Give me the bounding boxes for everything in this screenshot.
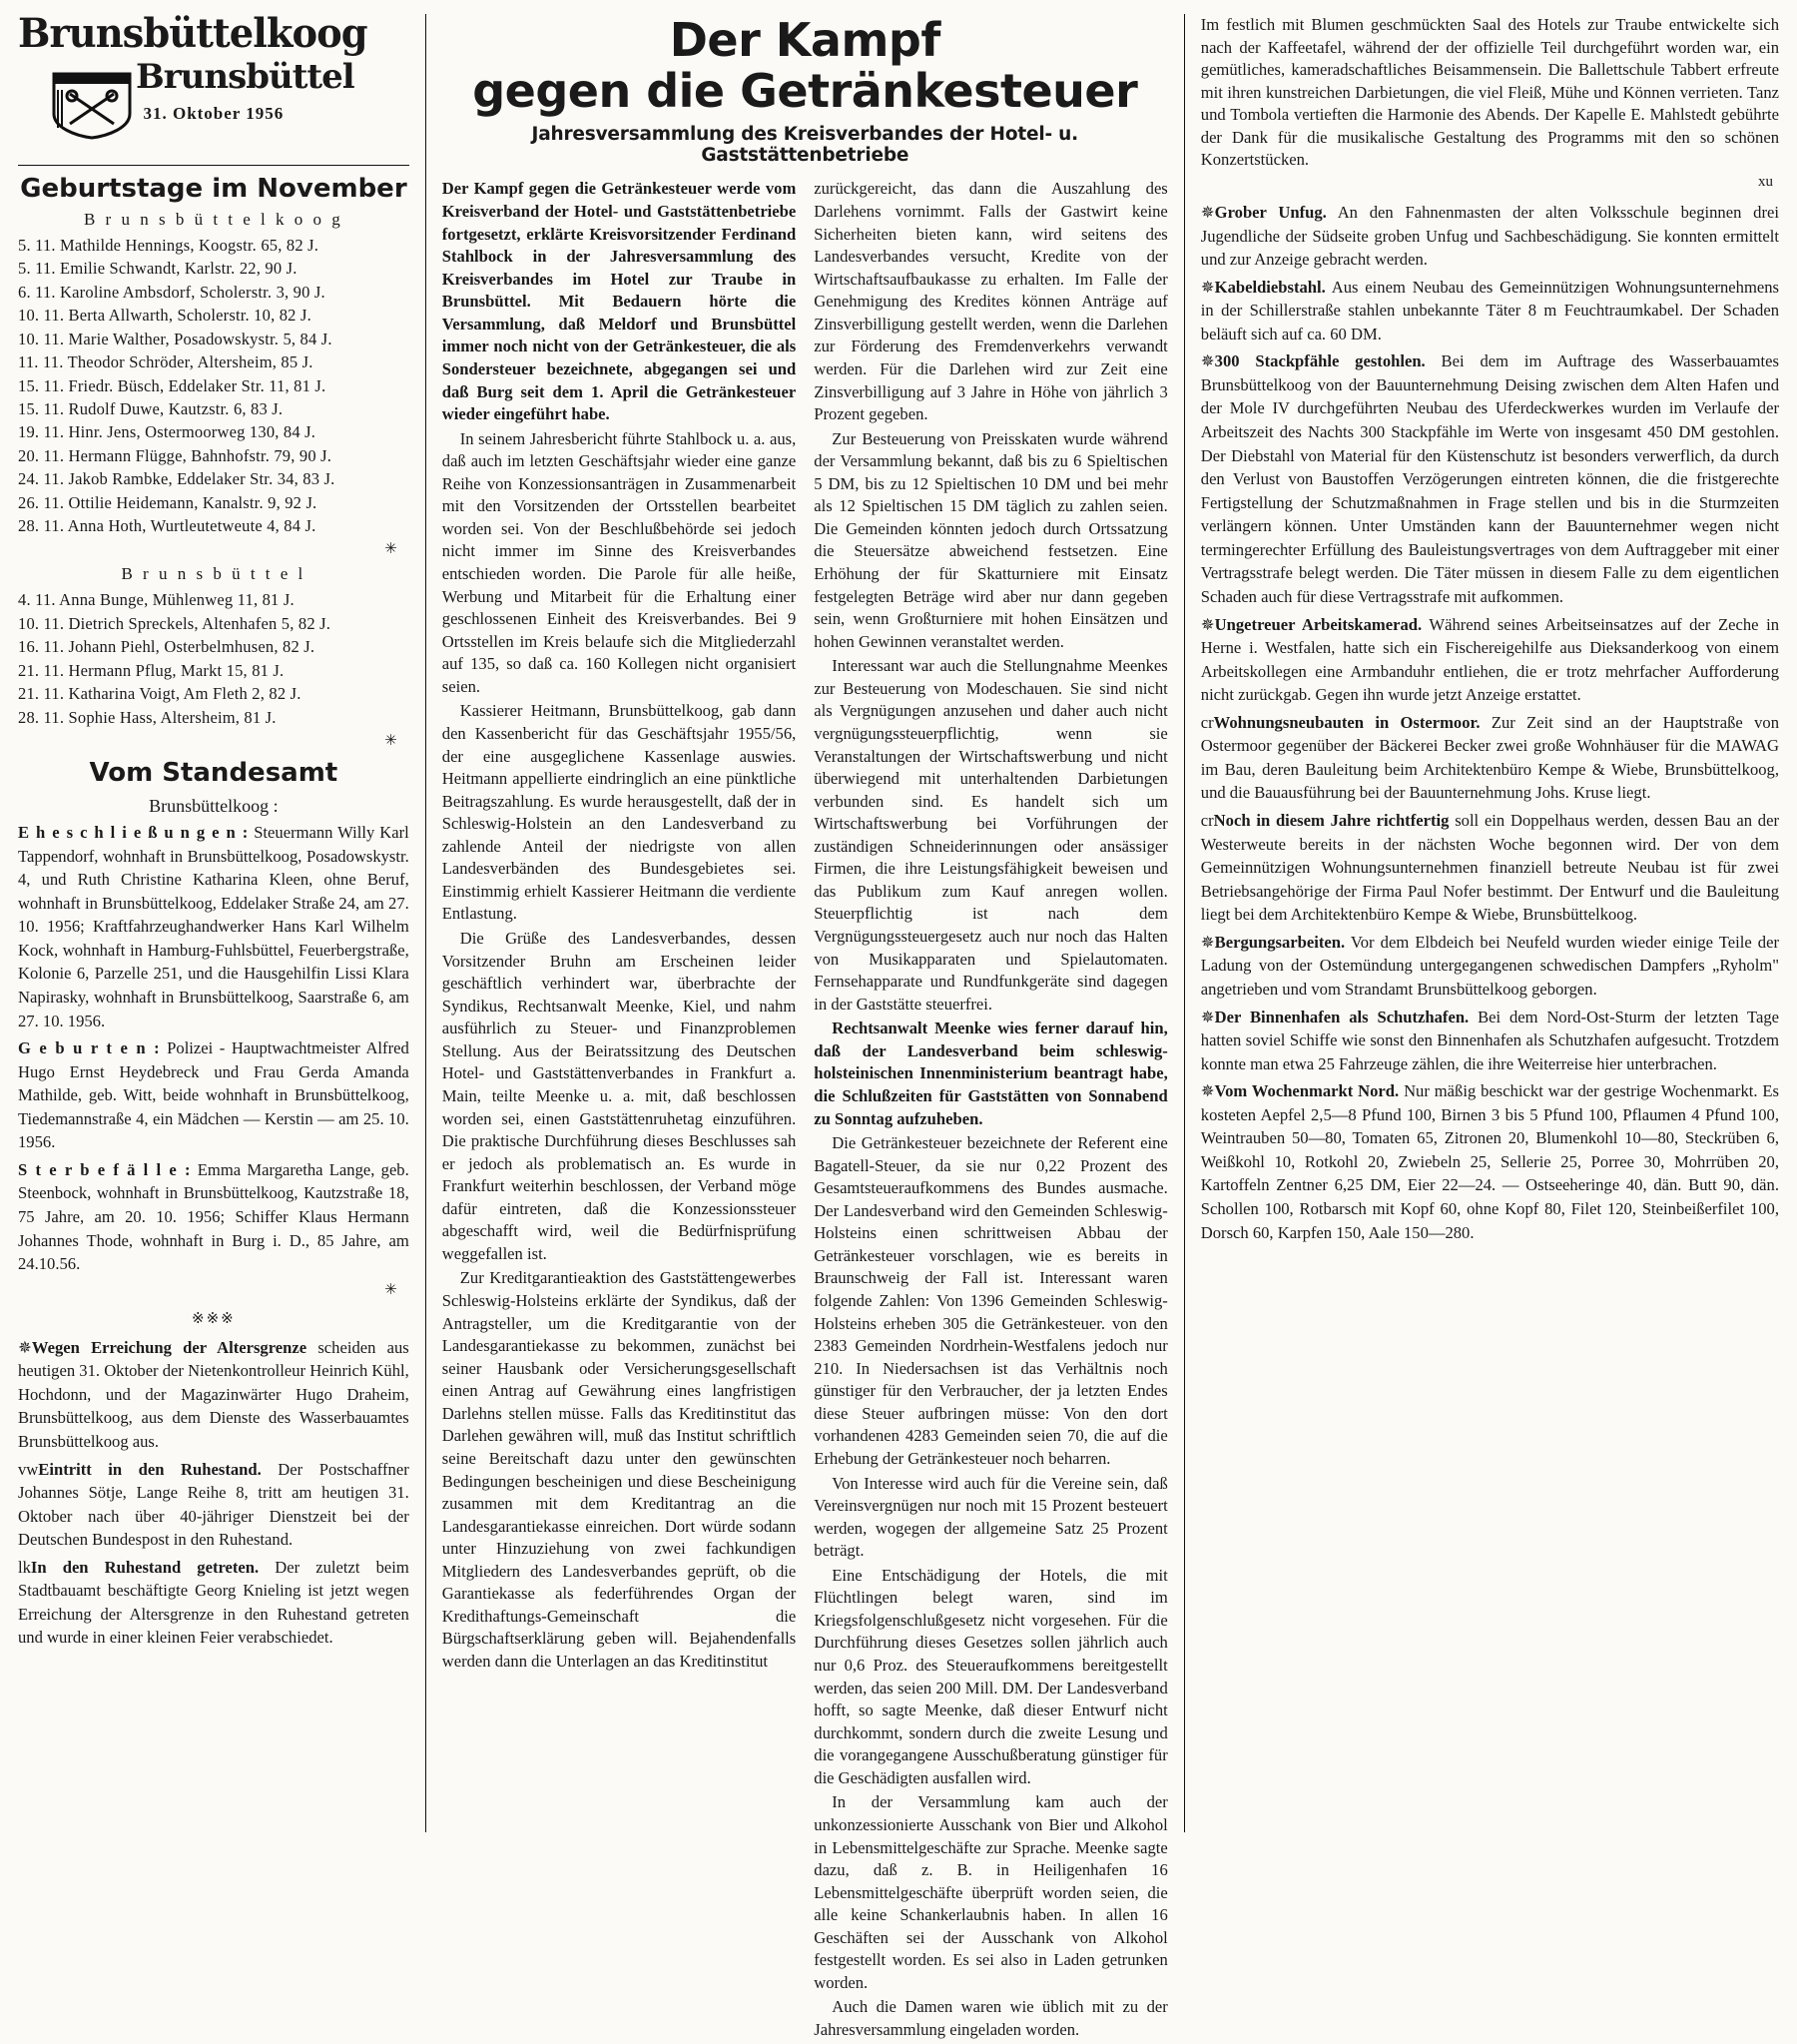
birthday-list-bruensbuettel [18, 588, 409, 729]
registry-heading: Vom Standesamt [89, 758, 338, 789]
brief-ruhestand-stadtbauamt [18, 1556, 409, 1650]
brief-bergungsarbeiten [1201, 931, 1779, 1002]
article-paragraph: In der Versammlung kam auch der unkonzessionierte Ausschank von Bier und Alkohol in Lebensmittelgeschäfte zur Sprache. Meenke sagte dazu, daß z. B. in Heiligenhafen 16 Lebensmittelgeschäfte überprüft worden seien, die alle keine Schankerlaubnis haben. In allen 16 Geschäften sei der Ausschank von Alkohol festgestellt worden. Es sei also in Laden getrunken worden. [814, 1792, 1168, 1992]
list-item: 4. 11. Anna Bunge, Mühlenweg 11, 81 J. [18, 590, 295, 610]
brief-head: Bergungsarbeiten. [1214, 932, 1346, 952]
article-byline: xu [1758, 173, 1773, 190]
list-item: 5. 11. Mathilde Hennings, Koogstr. 65, 82 J. [18, 236, 319, 255]
registry-deaths [18, 1158, 409, 1276]
birthdays-sub-brunsbuettel: B r u n s b ü t t e l [121, 564, 306, 584]
list-item: 26. 11. Ottilie Heidemann, Kanalstr. 9, 92 J. [18, 492, 317, 512]
brief-text: soll ein Doppelhaus werden, dessen Bau an der Westerweute bereits in der nächsten Woche begonnen wird. Der von dem Gemeinnützigen Wohnungsunternehmen finanziell betreute Neubau ist für zwei Betriebsangehörige der Firma Paul Nofer bestimmt. Der Entwurf und die Bauleitung liegt bei dem Architektenbüro Kempe & Wiebe, Brunsbüttelkoog. [1200, 811, 1779, 925]
article-paragraph: Eine Entschädigung der Hotels, die mit Flüchtlingen belegt waren, sind im Kriegsfolgenschlußgesetz nicht vorgesehen. Für die Durchführung dieses Gesetzes sollen jährlich auch nur 0,6 Proz. des Steueraufkommens bereitgestellt werden, das seien 200 Mill. DM. Der Landesverband hofft, so sagte Meenke, daß dieser Entwurf nicht durchkommt, sondern durch die zweite Lesung und die vorangegangene Ausschußberatung günstiger für die Geschädigten ausfallen wird. [814, 1565, 1168, 1787]
bullet-icon: ✵ [1200, 202, 1215, 222]
birthday-list-koog [18, 234, 409, 537]
list-item: 10. 11. Berta Allwarth, Scholerstr. 10, 82 J. [18, 306, 311, 326]
brief-text: Aus einem Neubau des Gemeinnützigen Wohnungsunternehmens in der Schillerstraße stahlen unbekannte Täter 8 m Feuchtraumkabel. Der Schaden beläuft sich auf ca. 60 DM. [1200, 277, 1779, 343]
article-paragraph: zurückgereicht, das dann die Auszahlung des Darlehens vornimmt. Falls der Gastwirt keine Sicherheiten bieten kann, wird seitens des Landesverbandes versucht, Kredite von der Wirtschaftsaufbaukasse zu erhalten. Im Falle der Genehmigung des Kredites können Anträge auf Zinsverbilligung gestellt werden, wenn die Darlehen zur Förderung des Fremdenverkehrs verwandt werden. Für die Darlehen wird zur Zeit eine Zinsverbilligung auf 3 Jahre in Höhe von jährlich 3 Prozent gegeben. [814, 179, 1168, 424]
list-item: 16. 11. Johann Piehl, Osterbelmhusen, 82 J. [18, 637, 315, 657]
brief-text: Vor dem Elbdeich bei Neufeld wurden wieder einige Teile der Ladung von der Ostemündung untergegangenen schwedischen Dampfers „Ryholm" angetrieben und vom Strandamt Brunsbüttelkoog geborgen. [1200, 932, 1779, 999]
article-paragraph: Auch die Damen waren wie üblich mit zu der Jahresversammlung eingeladen worden. [814, 1997, 1168, 2039]
registry-place: Brunsbüttelkoog : [149, 796, 279, 817]
article-column-b [814, 178, 1168, 2043]
brief-text: Nur mäßig beschickt war der gestrige Wochenmarkt. Es kosteten Aepfel 2,5—8 Pfund 100, Birnen 3 bis 5 Pfund 100, Pflaumen 4 Pfund 100, Weintrauben 50—80, Tomaten 65, Zitronen 20, Blumenkohl 10—80, Steckrüben 6, Weißkohl 10, Rotkohl 20, Zwiebeln 25, Sellerie 25, Porree 30, Mohrrüben 20, Kartoffeln Zentner 6,25 DM, Eier 22—24. — Ostseeheringe 40, dän. Butt 90, dän. Schollen 100, Rotbarsch mit Kopf 60, ohne Kopf 80, Filet 120, Steinbeißerfilet 100, Dorsch 60, Karpfen 150, Aale 150—280. [1200, 1081, 1779, 1242]
list-item: 21. 11. Hermann Pflug, Markt 15, 81 J. [18, 660, 285, 680]
registry-marriages [18, 821, 409, 1032]
article-lead-text: Der Kampf gegen die Getränkesteuer werde vom Kreisverband der Hotel- und Gaststättenbetriebe fortgesetzt, erklärte Kreisvorsitzender Ferdinand Stahlbock in der Jahresversammlung des Kreisverbandes im Hotel zur Traube in Brunsbüttel. Mit Bedauern hörte die Versammlung, daß Meldorf und Brunsbüttel immer noch nicht von der Getränkesteuer, die als Sondersteuer bezeichnete, abgegangen sei und daß Burg seit dem 1. April die Getränkesteuer wieder eingeführt habe. [441, 179, 797, 424]
town-crest-icon [50, 70, 134, 140]
list-item: 19. 11. Hinr. Jens, Ostermoorweg 130, 84 J. [18, 422, 316, 442]
list-item: 11. 11. Theodor Schröder, Altersheim, 85 J. [18, 352, 313, 372]
birthdays-heading: Geburtstage im November [20, 174, 407, 204]
brief-ruhestand-post [18, 1458, 409, 1552]
list-item: 10. 11. Marie Walther, Posadowskystr. 5, 84 J. [18, 329, 332, 348]
brief-text: Zur Zeit sind an der Hauptstraße von Ostermoor gegenüber der Bäckerei Becker zwei große Wohnhäuser für die MAWAG im Bau, deren Bauleitung beim Architektenbüro Kempe & Wiebe, Brunsbüttelkoog, und die Bauausführung bei der Bauunternehmung Johs. Kruse liegt. [1200, 712, 1779, 803]
brief-grober-unfug [1201, 201, 1779, 272]
ornament-star: ✳ [384, 733, 397, 750]
list-item: 5. 11. Emilie Schwandt, Karlstr. 22, 90 J. [18, 259, 298, 279]
masthead [18, 10, 409, 162]
article-headline-line1: Der Kampf [669, 13, 940, 67]
list-item: 6. 11. Karoline Ambsdorf, Scholerstr. 3, 90 J. [18, 282, 325, 302]
divider [18, 165, 409, 166]
list-item: 21. 11. Katharina Voigt, Am Fleth 2, 82 J. [18, 684, 301, 704]
brief-text: Bei dem im Auftrage des Wasserbauamtes Brunsbüttelkoog von der Bauunternehmung Deising zwischen dem Alten Hafen und der Mole IV durchgeführten Neubau des Uferdeckwerkes wurden im Verlaufe der Arbeitszeit des Nachts 300 Stackpfähle im Werte von insgesamt 450 DM gestohlen. Der Diebstahl von Material für den Küstenschutz ist besonders verwerflich, da durch den Verlust von Baustoffen Verzögerungen eintreten können, die die fristgerechte Fertigstellung der Schutzmaßnahmen in Frage stellen und bis in die Sturmzeiten verlängern können. Unter Umständen kann der Bauunternehmer wegen nicht termingerechter Erfüllung des Bauleistungsvertrages von dem Auftraggeber mit einer Vertragsstrafe belegt werden. Die Täter müssen in diesem Falle zu dem eigentlichen Schaden auch für diese Vertragsstrafe mit aufkommen. [1200, 351, 1779, 606]
ornament-star: ✳ [384, 541, 397, 558]
brief-head: Wohnungsneubauten in Ostermoor. [1213, 712, 1481, 732]
article-headline-line2: gegen die Getränkesteuer [472, 64, 1138, 119]
registry-marriages-text: Steuermann Willy Karl Tappendorf, wohnhaft in Brunsbüttelkoog, Posadowskystr. 4, und Ruth Christine Katharina Kleen, ohne Beruf, wohnhaft in Brunsbüttelkoog, Eddelaker Straße 24, am 27. 10. 1956; Kraftfahrzeughandwerker Hans Karl Wilhelm Kock, wohnhaft in Hamburg-Fuhlsbüttel, Feuerbergstraße, Kolonie 6, Parzelle 251, und die Hausgehilfin Lissi Klara Napirasky, wohnhaft in Brunsbüttelkoog, Saarstraße 6, am 27. 10. 1956. [18, 823, 409, 1030]
list-item: 15. 11. Friedr. Büsch, Eddelaker Str. 11, 81 J. [18, 375, 326, 395]
brief-text: Bei dem Nord-Ost-Sturm der letzten Tage hatten soviel Schiffe wie sonst den Binnenhafen als Schutzhafen aufgesucht. Trotzdem konnte man etwa 25 Fahrzeuge zählen, die ihre Weiterreise hier unterbrachen. [1200, 1007, 1779, 1073]
brief-richtfertig [1201, 809, 1779, 927]
column-left [18, 10, 426, 1832]
bullet-icon: ✵ [1200, 351, 1215, 371]
list-item: 28. 11. Anna Hoth, Wurtleutetweute 4, 84 J. [18, 516, 316, 536]
brief-head: Ungetreuer Arbeitskamerad. [1214, 614, 1423, 634]
brief-head: Noch in diesem Jahre richtfertig [1213, 811, 1450, 830]
bullet-icon: ✵ [1200, 932, 1215, 952]
article-lead [442, 178, 797, 425]
brief-binnenhafen [1201, 1006, 1779, 1076]
brief-head: In den Ruhestand getreten. [30, 1557, 260, 1577]
masthead-date: 31. Oktober 1956 [143, 104, 285, 123]
article-highlight [814, 1018, 1168, 1130]
ornament-divider: ※※※ [192, 1310, 236, 1327]
bullet-icon: ✵ [1200, 614, 1215, 634]
bullet-icon: ✵ [1200, 1007, 1215, 1026]
brief-kabeldiebstahl [1201, 276, 1779, 346]
masthead-title-line2: Brunsbüttel [136, 57, 354, 97]
list-item: 28. 11. Sophie Hass, Altersheim, 81 J. [18, 707, 277, 727]
article-paragraph: Zur Besteuerung von Preisskaten wurde während der Versammlung bekannt, daß bis zu 6 Spieltischen 5 DM, bis zu 12 Spieltischen 10 DM und bei mehr als 12 Spieltischen 15 DM täglich zu zahlen seien. Die Gemeinden könnten jedoch durch Ortssatzung die Steuersätze abweichend festsetzen. Eine Erhöhung der für Skatturniere mit Einsatz festgelegten Beträge wird aber nur dann gegeben sein, wenn Großturniere mit hohen Einsätzen und hohen Gewinnen veranstaltet werden. [814, 428, 1168, 651]
article-highlight-text: Rechtsanwalt Meenke wies ferner darauf hin, daß der Landesverband beim schleswig-holsteinischen Innenministerium beantragt habe, die Schlußzeiten für Gaststätten von Sonnabend zu Sonntag aufzuheben. [814, 1019, 1168, 1128]
bullet-icon: ✵ [18, 1337, 32, 1357]
list-item: 15. 11. Rudolf Duwe, Kautzstr. 6, 83 J. [18, 398, 284, 418]
article-paragraph: Zur Kreditgarantieaktion des Gaststättengewerbes Schleswig-Holsteins erklärte der Syndikus, daß der Antragsteller, um die Kreditgarantie von der Landesgarantiekasse zu bekommen, zunächst bei seiner Hausbank oder Versicherungsgesellschaft einen Antrag auf Gewährung eines langfristigen Darlehns stellen müsse. Falls das Kreditinstitut das Darlehen gewähren will, muß das Institut schriftlich seine Bereitschaft dazu unter den gewünschten Bedingungen bescheinigen und diese Bescheinigung zusammen mit dem Kreditantrag an die Landesgarantiekasse einreichen. Dort würde sodann unter Hinzuziehung von zwei fachkundigen Mitgliedern des Landesverbandes geprüft, ob die Garantiekasse als federführendes Organ der Kredithaftungs-Gemeinschaft die Bürgschaftserklärung geben will. Bejahendenfalls werden dann die Unterlagen an das Kreditinstitut [441, 1268, 797, 1671]
brief-head: Der Binnenhafen als Schutzhafen. [1214, 1007, 1470, 1026]
article-paragraph: Die Grüße des Landesverbandes, dessen Vorsitzender Bruhn am Erscheinen leider geschäftlich verhindert war, überbrachte der Syndikus, Rechtsanwalt Meenke, Kiel, und nahm ausführlich zu Steuer- und Finanzproblemen Stellung. Aus der Beiratssitzung des Deutschen Hotel- und Gaststättenverbandes in Frankfurt a. Main, teilte Meenke u. a. mit, daß beschlossen worden sei, einen Gaststättenruhetag einzuführen. Die praktische Durchführung dieses Beschlusses sah er jedoch als problematisch an. Es wurde in Frankfurt weiterhin beschlossen, der Verband möge dafür eintreten, daß die Konzessionssteuer abgeschafft wird, weil die Bedürfnisprüfung weggefallen ist. [441, 929, 797, 1263]
ornament-star: ✳ [384, 1281, 397, 1298]
brief-head: Grober Unfug. [1214, 202, 1327, 222]
column-right [1185, 14, 1779, 1832]
registry-births [18, 1036, 409, 1154]
brief-arbeitskamerad [1201, 613, 1779, 707]
brief-head: Wegen Erreichung der Altersgrenze [31, 1337, 307, 1357]
brief-text: scheiden aus heutigen 31. Oktober der Nietenkontrolleur Heinrich Kühl, Hochdonn, und der Magazinwärter Hugo Draheim, Brunsbüttelkoog, aus dem Dienste des Wasserbauamtes Brunsbüttelkoog aus. [18, 1337, 409, 1451]
list-item: 10. 11. Dietrich Spreckels, Altenhafen 5, 82 J. [18, 613, 331, 633]
registry-marriages-label: E h e s c h l i e ß u n g e n : [18, 823, 250, 843]
brief-wochenmarkt [1201, 1079, 1779, 1244]
brief-head: Kabeldiebstahl. [1214, 277, 1326, 297]
birthdays-sub-brunsbuettelkoog: B r u n s b ü t t e l k o o g [83, 210, 343, 229]
brief-text: Der zuletzt beim Stadtbauamt beschäftigte Georg Knieling ist jetzt wegen Erreichung der Altersgrenze in den Ruhestand getreten und wurde in einer kleinen Feier verabschiedet. [18, 1557, 409, 1648]
brief-altersgrenze [18, 1336, 409, 1454]
column-article [426, 13, 1185, 2039]
brief-text: Während seines Arbeitseinsatzes auf der Zeche in Herne i. Westfalen, hatte sich ein Fischereigehilfe aus Dieksanderkoog von einem Arbeitskollegen eine Armbanduhr entliehen, die er trotz mehrfacher Aufforderung nicht zurückgab. Gegen ihn wurde jetzt Anzeige erstattet. [1200, 614, 1779, 705]
brief-head: Vom Wochenmarkt Nord. [1214, 1081, 1400, 1101]
bullet-icon: cr [1200, 811, 1214, 830]
article-paragraph: Kassierer Heitmann, Brunsbüttelkoog, gab dann den Kassenbericht für das Geschäftsjahr 1955/56, der eine ausgeglichene Kassenlage auswies. Heitmann appellierte eindringlich an eine pünktliche Beitragszahlung. Es wurde herausgestellt, daß der in Schleswig-Holstein an den Landesverband zu zahlende Anteil der niedrigste von allen Landesverbänden des Bundesgebietes sei. Einstimmig erhielt Kassierer Heitmann die verdiente Entlastung. [441, 701, 797, 924]
article-column-a [442, 178, 797, 2043]
registry-deaths-label: S t e r b e f ä l l e : [18, 1159, 192, 1179]
bullet-icon: vw [18, 1459, 39, 1479]
list-item: 24. 11. Jakob Rambke, Eddelaker Str. 34, 83 J. [18, 469, 335, 489]
col3-opening-paragraph: Im festlich mit Blumen geschmückten Saal des Hotels zur Traube entwickelte sich nach der Kaffeetafel, während der der offizielle Teil durchgeführt worden war, ein gemütliches, kameradschaftliches Beisammensein. Die Ballettschule Tabbert erfreute mit ihren kunstreichen Darbietungen, die viel Fleiß, Mühe und Können verrieten. Tanz und Tombola vertieften die Harmonie des Abends. Der Kapelle E. Mahlstedt gebührte der Dank für die musikalische Gestaltung des Programms mit den so schönen Konzertstücken. [1200, 15, 1779, 170]
article-subhead: Jahresversammlung des Kreisverbandes der Hotel- u. Gaststättenbetriebe [531, 124, 1078, 167]
bullet-icon: ✵ [1200, 277, 1215, 297]
brief-text: Der Postschaffner Johannes Sötje, Lange Reihe 8, tritt am heutigen 31. Oktober nach über 40-jähriger Dienstzeit bei der Deutschen Bundespost in den Ruhestand. [18, 1459, 409, 1550]
article-paragraph: Die Getränkesteuer bezeichnete der Referent eine Bagatell-Steuer, da sie nur 0,22 Prozent des Gesamtsteueraufkommens des Bundes ausmache. Der Landesverband wird den Gemeinden Schleswig-Holsteins einen schrittweisen Abbau der Getränkesteuer vorschlagen, wie es bereits in Braunschweig der Fall ist. Interessant waren folgende Zahlen: Von 1396 Gemeinden Schleswig-Holsteins erheben 305 die Getränkesteuer. von den 2383 Gemeinden Nordrhein-Westfalens jedoch nur 210. In Niedersachsen ist das Verhältnis noch günstiger für den Verbraucher, der ja letzten Endes diese Steuer aufbringen müsse: Von den dort vorhandenen 4283 Gemeinden seien 70, die auf die Erhebung der Getränkesteuer noch beharren. [814, 1133, 1168, 1468]
list-item: 20. 11. Hermann Flügge, Bahnhofstr. 79, 90 J. [18, 445, 332, 465]
registry-deaths-text: Emma Margaretha Lange, geb. Steenbock, wohnhaft in Brunsbüttelkoog, Kautzstraße 18, 75 Jahre, am 20. 10. 1956; Schiffer Klaus Hermann Johannes Thode, wohnhaft in Burg i. D., 85 Jahre, am 24.10.56. [18, 1159, 409, 1274]
bullet-icon: cr [1200, 712, 1214, 732]
article-paragraph: Von Interesse wird auch für die Vereine sein, daß Vereinsvergnügen nur noch mit 15 Prozent besteuert werden, wogegen der allgemeine Satz 25 Prozent beträgt. [814, 1473, 1168, 1561]
brief-head: 300 Stackpfähle gestohlen. [1214, 351, 1426, 371]
bullet-icon: ✵ [1200, 1081, 1215, 1101]
brief-wohnungsneubauten [1201, 711, 1779, 805]
bullet-icon: lk [18, 1557, 31, 1577]
brief-stackpfaehle [1201, 349, 1779, 608]
registry-births-label: G e b u r t e n : [18, 1038, 161, 1058]
brief-text: An den Fahnenmasten der alten Volksschule beginnen drei Jugendliche der Südseite groben Unfug und Sachbeschädigung. Sie konnten ermittelt und zur Anzeige gebracht werden. [1200, 202, 1779, 270]
article-paragraph: Interessant war auch die Stellungnahme Meenkes zur Besteuerung von Modeschauen. Sie sind nicht als Vergnügungen anzusehen und daher auch nicht vergnügungssteuerpflichtig, wenn sie Veranstaltungen der Wirtschaftswerbung und nicht überwiegend mit unterhaltenden Darbietungen verbunden sind. Es handelt sich um Wirtschaftswerbung bei Vorführungen der zuständigen Schneiderinnungen oder ansässiger Firmen, die ihre Leistungsfähigkeit beweisen und das Publikum zum Kauf anregen wollen. Steuerpflichtig ist nach dem Vergnügungssteuergesetz auch nur noch das Halten von Musikapparaten und Spielautomaten. Fernsehapparate und Rundfunkgeräte sind dagegen in der Gaststätte steuerfrei. [814, 656, 1168, 1014]
brief-head: Eintritt in den Ruhestand. [38, 1459, 262, 1479]
masthead-title-line1: Brunsbüttelkoog [18, 10, 367, 57]
registry-births-text: Polizei - Hauptwachtmeister Alfred Hugo Ernst Heydebreck und Frau Gerda Amanda Mathilde, geb. Witt, beide wohnhaft in Brunsbüttelkoog, Tiedemannstraße 4, ein Mädchen — Kerstin — am 25. 10. 1956. [18, 1038, 409, 1152]
article-paragraph: In seinem Jahresbericht führte Stahlbock u. a. aus, daß auch im letzten Geschäftsjahr wieder eine ganze Reihe von Konzessionsanträgen in Zusammenarbeit mit den Vorsitzenden der Ortsstellen bearbeitet worden sei. Von der Beschlußbehörde sei jedoch nicht immer im Sinne des Kreisverbandes entschieden worden. Die Parole für alle heiße, Werbung und Mitarbeit für die Erhaltung einer geschlossenen Einheit des Kreisverbandes. Bei 9 Ortsstellen im Kreis belaufe sich die Mitgliederzahl auf 135, so daß ca. 160 Kollegen nicht organisiert seien. [441, 428, 797, 696]
